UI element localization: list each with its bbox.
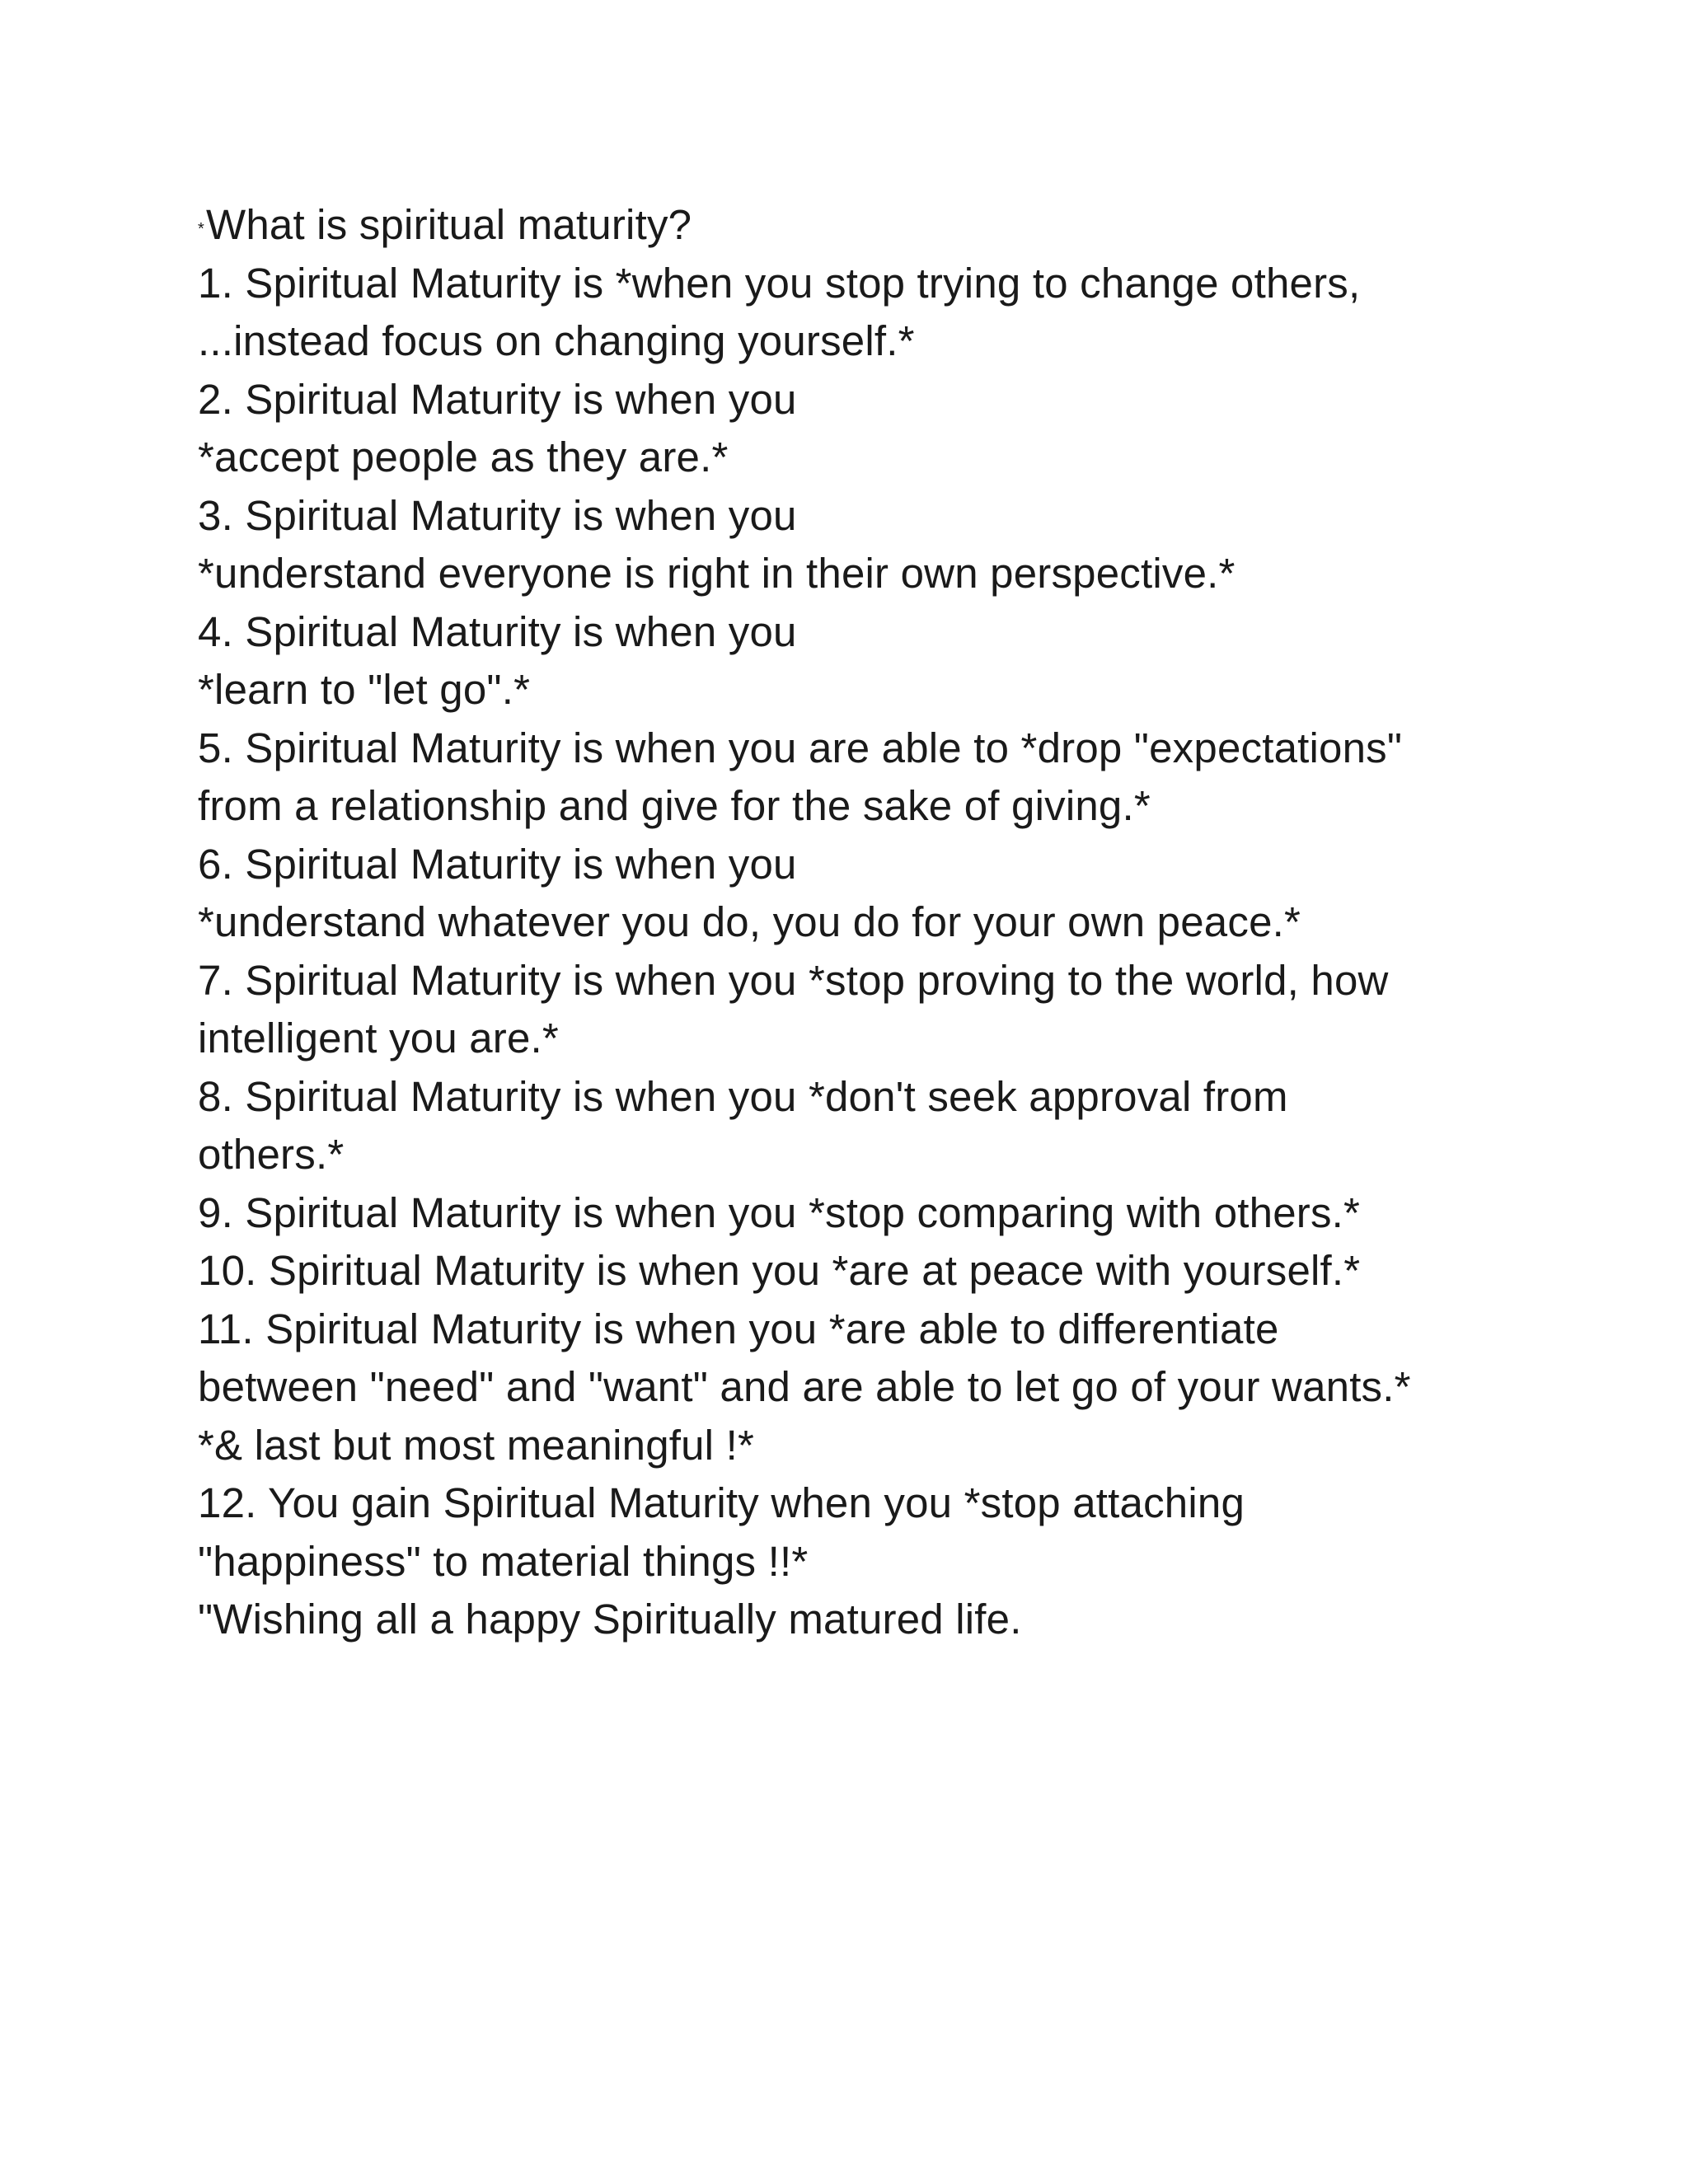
text-line: 11. Spiritual Maturity is when you *are able to differentiate — [198, 1305, 1279, 1352]
heading-mark: * — [198, 220, 204, 238]
text-line: 8. Spiritual Maturity is when you *don't seek approval from — [198, 1072, 1288, 1120]
text-line: from a relationship and give for the sake of giving.* — [198, 782, 1151, 829]
text-line: 4. Spiritual Maturity is when you — [198, 607, 797, 655]
text-line: *accept people as they are.* — [198, 434, 729, 480]
text-line: ...instead focus on changing yourself.* — [198, 317, 915, 364]
document-heading — [198, 196, 1533, 255]
text-line: 3. Spiritual Maturity is when you — [198, 491, 797, 539]
text-line: 6. Spiritual Maturity is when you — [198, 840, 797, 888]
text-line: between "need" and "want" and are able to let go of your wants.* — [198, 1363, 1411, 1410]
text-line: 1. Spiritual Maturity is *when you stop trying to change others, — [198, 259, 1361, 307]
text-line: 2. Spiritual Maturity is when you — [198, 375, 797, 423]
text-line: intelligent you are.* — [198, 1015, 559, 1062]
text-line: 10. Spiritual Maturity is when you *are at peace with yourself.* — [198, 1247, 1361, 1294]
text-line: 5. Spiritual Maturity is when you are able to *drop "expectations" — [198, 724, 1403, 771]
text-line: "happiness" to material things !!* — [198, 1537, 809, 1585]
heading-text: What is spiritual maturity? — [205, 201, 692, 248]
text-line: *learn to "let go".* — [198, 666, 531, 713]
text-line: "Wishing all a happy Spiritually matured life. — [198, 1596, 1022, 1643]
text-line: 7. Spiritual Maturity is when you *stop proving to the world, how — [198, 956, 1389, 1004]
text-line: others.* — [198, 1131, 345, 1178]
document-body — [198, 196, 1533, 1649]
text-line: 12. You gain Spiritual Maturity when you *stop attaching — [198, 1479, 1245, 1526]
text-line: 9. Spiritual Maturity is when you *stop comparing with others.* — [198, 1188, 1361, 1236]
text-line: *& last but most meaningful !* — [198, 1421, 755, 1469]
text-line: *understand whatever you do, you do for your own peace.* — [198, 898, 1301, 945]
text-line: *understand everyone is right in their own perspective.* — [198, 550, 1236, 597]
